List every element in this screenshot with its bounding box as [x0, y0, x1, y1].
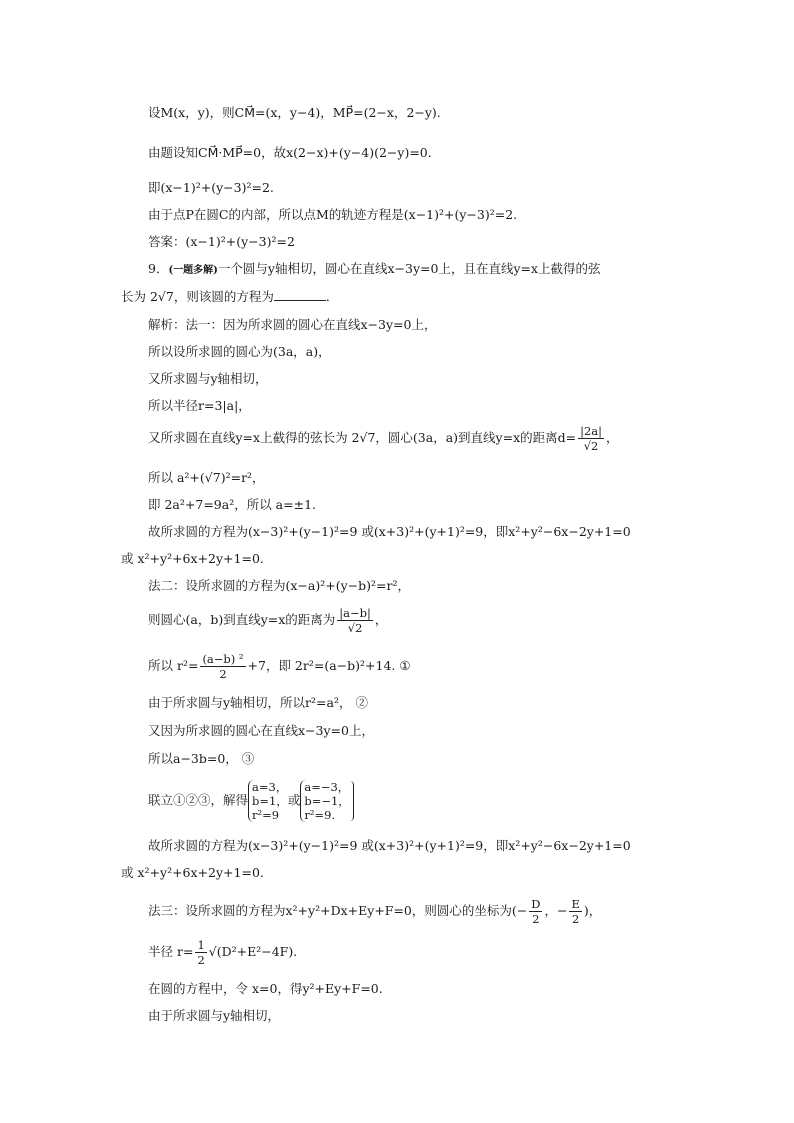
text-line: 由于所求圆与y轴相切，所以r²=a²， ② [148, 695, 368, 710]
text-span: ， [606, 430, 619, 445]
text-line: 解析：法一：因为所求圆的圆心在直线x−3y=0上， [148, 317, 437, 332]
answer-blank [274, 288, 326, 301]
text-span: ， [374, 612, 388, 627]
text-span: (− [511, 903, 528, 918]
text-line: 又所求圆与y轴相切， [148, 371, 268, 386]
fraction-numerator: D [531, 897, 541, 911]
fraction-denominator: 2 [197, 953, 205, 967]
problem-text: 长为 2√7，则该圆的方程为 [121, 289, 274, 304]
text-line [148, 938, 297, 967]
system-row: r²=9. [304, 808, 336, 822]
text-line: 法二：设所求圆的方程为(x−a)²+(y−b)²=r²， [148, 578, 410, 593]
fraction [578, 424, 604, 453]
fraction-denominator: √2 [347, 621, 363, 635]
fraction [195, 938, 206, 967]
text-line [148, 897, 601, 926]
fraction-denominator: 2 [572, 912, 580, 926]
text-span: 法三：设所求圆的方程为x²+y²+Dx+Ey+F=0，则圆心的坐标为 [148, 903, 512, 918]
text-span: 半径 r= [148, 944, 194, 959]
text-line: 或 x²+y²+6x+2y+1=0. [121, 865, 264, 880]
text-line: 故所求圆的方程为(x−3)²+(y−1)²=9 或(x+3)²+(y+1)²=9，即x²+y²−6x−2y+1=0 [148, 524, 631, 539]
text-line [148, 424, 619, 453]
text-line [148, 652, 411, 681]
system-row: b=1， [252, 794, 288, 808]
text-line: 所以a−3b=0， ③ [148, 751, 255, 766]
system-row: b=−1， [304, 794, 350, 808]
text-span: +7，即 2r²=(a−b)²+14. ① [247, 658, 411, 673]
fraction-numerator: |2a| [580, 424, 603, 438]
text-line: 即 2a²+7=9a²，所以 a=±1. [148, 497, 317, 512]
text-line: 或 x²+y²+6x+2y+1=0. [121, 551, 264, 566]
text-span: 则圆心(a，b)到直线y=x的距离为 [148, 612, 336, 627]
system-brace [350, 781, 354, 821]
text-span: √(D²+E²−4F). [208, 944, 298, 959]
text-line: 又因为所求圆的圆心在直线x−3y=0上， [148, 723, 374, 738]
text-line: 由于所求圆与y轴相切， [148, 1008, 281, 1023]
text-line: 由于点P在圆C的内部，所以点M的轨迹方程是(x−1)²+(y−3)²=2. [148, 207, 518, 222]
system-row: r²=9 [252, 808, 280, 822]
text-span: 联立①②③，解得 [148, 792, 249, 808]
fraction [529, 897, 542, 926]
problem-text: 一个圆与y轴相切，圆心在直线x−3y=0上，且在直线y=x上截得的弦 [217, 261, 601, 276]
text-line: 设M(x，y)，则CM⃗=(x，y−4)，MP⃗=(2−x，2−y). [148, 105, 441, 120]
text-line: 所以 a²+(√7)²=r²， [148, 470, 265, 485]
fraction [569, 897, 581, 926]
text-line [148, 780, 354, 822]
fraction-numerator: 1 [197, 938, 205, 952]
text-line: 答案：(x−1)²+(y−3)²=2 [148, 234, 295, 249]
problem-tag: (一题多解) [168, 265, 218, 276]
system-row: a=−3， [304, 780, 350, 794]
problem-number: 9． [148, 261, 169, 276]
text-span: 或 [287, 792, 301, 808]
text-line: 由题设知CM⃗·MP⃗=0，故x(2−x)+(y−4)(2−y)=0. [148, 145, 432, 160]
fraction-denominator: √2 [583, 439, 599, 453]
fraction-denominator: 2 [219, 667, 227, 681]
equation-system [300, 780, 349, 822]
text-line: 故所求圆的方程为(x−3)²+(y−1)²=9 或(x+3)²+(y+1)²=9，即x²+y²−6x−2y+1=0 [148, 838, 631, 853]
fraction-numerator: E [571, 897, 580, 911]
fraction-numerator: (a−b) ² [202, 652, 244, 666]
problem-line [121, 288, 338, 306]
system-row: a=3， [252, 780, 288, 794]
text-span: )， [583, 903, 602, 918]
fraction-denominator: 2 [532, 912, 540, 926]
text-line: 所以半径r=3|a|， [148, 398, 251, 413]
text-span: 又所求圆在直线y=x上截得的弦长为 2√7，圆心(3a，a)到直线y=x的距离d= [148, 430, 577, 445]
problem-line [148, 260, 601, 280]
fraction [200, 652, 245, 681]
text-line: 所以设所求圆的圆心为(3a，a)， [148, 344, 331, 359]
text-span: 所以 r²= [148, 658, 199, 673]
fraction-numerator: |a−b| [339, 606, 371, 620]
fraction [337, 606, 373, 635]
text-line: 即(x−1)²+(y−3)²=2. [148, 180, 274, 195]
problem-text: ． [325, 289, 339, 304]
text-line [148, 606, 387, 635]
text-span: ，− [544, 903, 568, 918]
text-line: 在圆的方程中，令 x=0，得y²+Ey+F=0. [148, 981, 383, 996]
equation-system [248, 780, 288, 822]
